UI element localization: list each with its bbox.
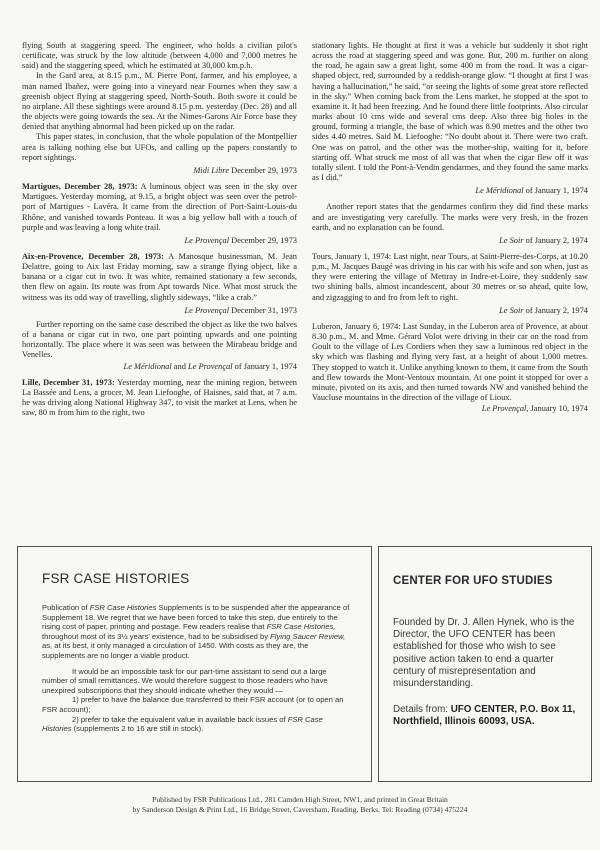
source-citation	[22, 362, 297, 372]
text: 2) prefer to take the equivalent value in available back issues of	[72, 714, 288, 724]
source-citation	[312, 236, 588, 246]
citation-date: of January 2, 1974	[523, 305, 588, 315]
paragraph: Founded by Dr. J. Allen Hynek, who is the Director, the UFO CENTER has been established for those who wish to see positive action taken to end a quarter century of misrepresentation and misunderstanding.	[393, 617, 575, 690]
publication-name: Flying Saucer Review,	[270, 631, 346, 641]
contact-details	[393, 704, 585, 728]
citation-connector: and	[171, 361, 188, 371]
paragraph: This paper states, in conclusion, that the whole population of the Montpellier area is talking nothing else but UFOs, and calling up the papers constantly to report sightings.	[22, 132, 297, 162]
option-2	[42, 715, 352, 734]
notice-body	[393, 617, 585, 729]
paragraph: Further reporting on the same case described the object as like the two halves of a banana or cigar cut in two, one part pointing upwards and one pointing horizontally. The place where it was seen was between the Mirabeau bridge and Venelles.	[22, 319, 297, 360]
source-citation	[22, 166, 297, 176]
right-text-column	[312, 41, 588, 420]
text: throughout most of its 3½ years' existence, had to be subsidised by	[42, 631, 271, 641]
report-heading: Martigues, December 28, 1973:	[22, 182, 138, 192]
text: Publication of	[42, 603, 90, 612]
source-citation	[312, 186, 588, 196]
publication-name: FSR Case Histories,	[266, 622, 336, 632]
citation-date: of January 2, 1974	[523, 235, 588, 245]
publication-name: Le Soir	[499, 305, 524, 315]
paragraph: Another report states that the gendarmes confirm they did find these marks and are investigating very carefully. The marks were very fresh, in the frozen earth, and no explanation can be found.	[312, 202, 588, 232]
footer-line: by Sanderson Design & Print Ltd., 16 Bridge Street, Caversham, Reading, Berks. Tel: Reading (0734) 475224	[132, 805, 468, 814]
paragraph: In the Gard area, at 8.15 p.m., M. Pierre Pont, farmer, and his employee, a man named Ibañez, were going into a vineyard near Fournes when they saw a greenish object flying at staggering speed, North-South. Both swore it could be no airplane. All these sightings were around 8.15 p.m. yesterday (Dec. 28) and all the objects were going towards the sea. At the Nimes-Garons Air Force base they denied that anything abnormal had been picked up on the radar.	[22, 71, 297, 132]
footer-line: Published by FSR Publications Ltd., 281 Camden High Street, NW1, and printed in Great Britain	[152, 795, 448, 804]
report-entry	[22, 182, 297, 233]
publisher-footer	[0, 795, 600, 815]
citation-date: December 31, 1973	[229, 305, 297, 315]
report-text: A Manosque businessman, M. Jean Delattre, going to Aix last Friday morning, saw a strange flying object, like a banana or a cigar cut in two. It was white, remained stationary a few seconds, then flew on again. Its route was from Apt towards Nice. What most struck the witness was its odd way of travelling, slightly sideways, “like a crab.”	[22, 251, 297, 302]
report-heading: Lille, December 31, 1973:	[22, 377, 115, 387]
notice-title: FSR CASE HISTORIES	[42, 571, 190, 586]
report-heading: Tours, January 1, 1974:	[312, 251, 392, 261]
source-citation	[22, 306, 297, 316]
source-citation	[22, 236, 297, 246]
citation-date: December 29, 1973	[229, 165, 297, 175]
text: Supplements is to be suspended after the appearance of Supplement 18. We regret that we have been forced to take this step, due entirely to the rising cost of paper, printing and postage. Few readers realise that	[42, 603, 350, 632]
report-entry	[312, 322, 588, 403]
report-text: A luminous object was seen in the sky over Martigues. Yesterday morning, at 9.15, a bright object was seen over the petrol-port of Martigues - Lavéra. It came from the direction of Port-Saint-Louis-du Rhône, and vanished towards Ponteau. It was a big yellow ball with a touch of purple and was leaving a long white trail.	[22, 182, 298, 232]
publication-name: FSR Case Histories	[89, 603, 157, 612]
publication-name: Le Méridional	[475, 186, 524, 196]
text: as, at its best, it only managed a circulation of 1450. With costs as they are, the supplements are no longer a viable product.	[42, 641, 309, 660]
paragraph: stationary lights. He thought at first it was a vehicle but suddenly it shot right across the road at staggering speed and was gone. But, 200 m. further on along the road, he again saw a great light, some 400 m from the road. It was a cigar-shaped object, red, surrounded by a reddish-orange glow. “I thought at first I was having a hallucination,” he said, “or seeing the lights of some great store reflected in the sky.” When coming back from the Lens market, he stopped at the spot to examine it. It had been freezing. And he found there little footprints. Also circular marks about 10 cms wide and several cms deep. Also three big holes in the ground, forming a triangle, the base of which was 8.90 metres and the other two sides 4.40 metres. Said M. Liefooghe: “No doubt about it. There were two craft. One was on patrol, and the other was the mother-ship, waiting for it, before starting off. What struck me most of all was that when the cigar flew off it was totally silent. I told the Pont-à-Vendin gendarmes, and they found the same marks as I did.”	[312, 41, 588, 183]
notice-body	[42, 603, 352, 734]
report-text: Last night, near Tours, at Saint-Pierre-des-Corps, at 10.20 p.m., M. Jacques Baugé was driving in his car with his wife and son when, just as they were entering the village of Mettray in Indre-et-Loire, they suddenly saw two shining balls, almost incandescent, about 30 metres or so ahead, quite low, and zigzagging to and fro from left to right.	[312, 251, 588, 302]
citation-date: , January 10, 1974	[526, 404, 588, 414]
option-1: 1) prefer to have the balance due transferred to their FSR account (or to open an FSR account);	[42, 695, 344, 714]
publication-name: FSR Case Histories	[42, 714, 323, 734]
source-citation	[312, 404, 588, 414]
report-text: Last Sunday, in the Luberon area of Provence, at about 8.30 p.m., M. and Mme. Gérard Volot were driving in their car on the road from Goult to the village of Les Cordiers when they saw a luminous red object in the sky which was flashing and flying very fast, at a height of about 1,000 metres. They stopped to watch it. Unlike anything known to them, it came from the South and flew towards the Mont-Ventoux mountain. At one point it stopped for over a minute, pivoted on its axis, and then turned towards NW and vanished behind the Vaucluse mountains in the direction of the village of Lioux.	[312, 321, 588, 402]
paragraph: It would be an impossible task for our part-time assistant to send out a large number of small remittances. We would therefore suggest to those readers who have unexpired subscriptions that they should indicate whether they would —	[42, 666, 328, 695]
publication-name: Le Provençal	[184, 305, 230, 315]
left-text-column	[22, 41, 297, 418]
citation-date: of January 1, 1974	[232, 361, 297, 371]
paragraph	[42, 603, 352, 661]
publication-name: Le Provençal	[481, 404, 527, 414]
report-heading: Aix-en-Provence, December 28, 1973:	[22, 251, 164, 261]
publication-name: Le Soir	[499, 235, 524, 245]
text: (supplements 2 to 16 are still in stock).	[71, 724, 204, 734]
publication-name: Le Provençal	[187, 361, 233, 371]
report-heading: Luberon, January 6, 1974:	[312, 321, 401, 331]
publication-name: Midi Libre	[193, 165, 230, 175]
citation-date: of January 1, 1974	[523, 186, 588, 196]
report-text: Yesterday morning, near the mining region, between La Bassée and Lens, a grocer, M. Jean Liefooghe, of Haisnes, said that, at 7 a.m. he was driving along National Highway 347, to visit the market at Lens, when he saw, 80 m from him to the right, two	[22, 377, 297, 418]
notice-title: CENTER FOR UFO STUDIES	[393, 575, 553, 587]
report-entry	[22, 378, 297, 419]
details-label: Details from:	[393, 704, 451, 716]
fsr-case-histories-notice	[17, 546, 372, 782]
report-entry	[22, 252, 297, 303]
paragraph: flying South at staggering speed. The engineer, who holds a civilian pilot's certificate, was struck by the low altitude (between 4,000 and 7,000 metres he said) and the staggering speed, which he estimated at 30,000 km.p.h.	[22, 41, 297, 71]
source-citation	[312, 306, 588, 316]
citation-date: December 29, 1973	[229, 235, 297, 245]
report-entry	[312, 252, 588, 303]
publication-name: Le Provençal	[184, 235, 230, 245]
contact-address: UFO CENTER, P.O. Box 11, Northfield, Illinois 60093, USA.	[393, 704, 576, 728]
publication-name: Le Méridional	[123, 361, 172, 371]
center-for-ufo-studies-notice	[378, 546, 592, 782]
